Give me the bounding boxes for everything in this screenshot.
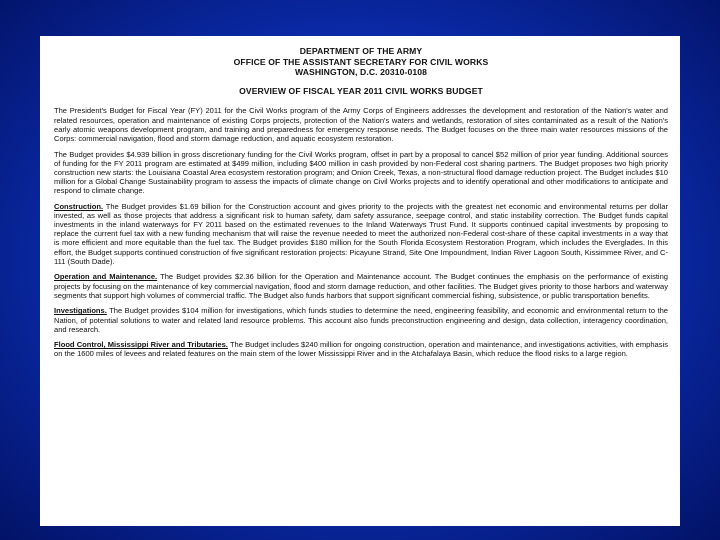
paragraph-flood-control: [54, 340, 668, 358]
construction-heading: Construction.: [54, 201, 104, 211]
flood-control-heading: Flood Control, Mississippi River and Tributaries.: [54, 340, 228, 350]
document-header: [54, 46, 668, 96]
paragraph-operation: [54, 272, 668, 299]
investigations-text: The Budget provides $104 million for investigations, which funds studies to determine the need, engineering feasibility, and economic and environmental return to the Nation, of potential solutions to water and related land resource problems. This account also funds preconstruction engineering and design, data collection, interagency coordination, and research.: [54, 306, 668, 334]
header-department: DEPARTMENT OF THE ARMY: [299, 46, 423, 56]
flood-control-text: The Budget includes $240 million for ongoing construction, operation and maintenance, and investigations activities, with emphasis on the 1600 miles of levees and related features on the main stem of the lower Mississippi River and in the Atchafalaya Basin, which reduce the flood risks to a large region.: [54, 340, 668, 359]
header-address: WASHINGTON, D.C. 20310-0108: [295, 67, 427, 78]
document-title: OVERVIEW OF FISCAL YEAR 2011 CIVIL WORKS BUDGET: [239, 85, 483, 96]
paragraph-construction: [54, 202, 668, 266]
header-office: OFFICE OF THE ASSISTANT SECRETARY FOR CIVIL WORKS: [233, 56, 489, 67]
investigations-heading: Investigations.: [54, 306, 107, 316]
paragraph-investigations: [54, 306, 668, 333]
operation-heading: Operation and Maintenance.: [54, 272, 158, 282]
document-page: [40, 36, 680, 526]
operation-text: The Budget provides $2.36 billion for the Operation and Maintenance account. The Budget continues the emphasis on the performance of existing projects by focusing on the maintenance of key commercial navigation, flood and storm damage reduction, and other facilities. The Budget gives priority to those harbors and waterway segments that support high volumes of commercial traffic. The Budget also funds harbors that support significant commercial fishing, subsistence, or public transportation benefits.: [54, 272, 669, 300]
construction-text: The Budget provides $1.69 billion for the Construction account and gives priority to the projects with the greatest net economic and environmental returns per dollar invested, as well as those projects that address a significant risk to human safety, dam safety assurance, seepage control, and static instability correction. The Budget funds capital investments in the inland waterways for FY 2011 based on the estimated revenues to the Inland Waterways Trust Fund. It supports continued capital investments by proposing to replace the current fuel tax with a new funding mechanism that will raise the revenue needed to meet the authorized non-Federal cost-share of these capital investments in a way that is more efficient and more equitable than the fuel tax. The Budget provides $180 million for the South Florida Ecosystem Restoration Program, which includes the Everglades. In this effort, the Budget supports continued construction of five significant restoration projects: Picayune Strand, Site One Impoundment, Indian River Lagoon South, Kissimmee River, and C-111 (South Dade).: [54, 201, 668, 266]
document-body: [54, 106, 668, 358]
paragraph-intro: The President's Budget for Fiscal Year (FY) 2011 for the Civil Works program of the Army Corps of Engineers addresses the development and restoration of the Nation's water and related resources, operation and maintenance of existing Corps projects, protection of the Nation's waters and wetlands, restoration of sites contaminated as a result of the Nation's early atomic weapons development program, and training and preparedness for emergency response needs. The Budget focuses on the three main water resources missions of the Corps: commercial navigation, flood and storm damage reduction, and aquatic ecosystem restoration.: [54, 106, 668, 143]
paragraph-funding: The Budget provides $4.939 billion in gross discretionary funding for the Civil Works program, offset in part by a proposal to cancel $52 million of prior year funding. Additional sources of funding for the FY 2011 program are estimated at $499 million, including $400 million in cash provided by non-Federal cost sharing partners. The Budget proposes two high priority construction new starts: the Louisiana Coastal Area ecosystem restoration program; and Onion Creek, Texas, a non-structural flood damage reduction project. The Budget includes $10 million for a Global Change Sustainability program to assess the impacts of climate change on Civil Works projects and to identify operational and other modifications to anticipate and respond to climate change.: [54, 149, 668, 196]
